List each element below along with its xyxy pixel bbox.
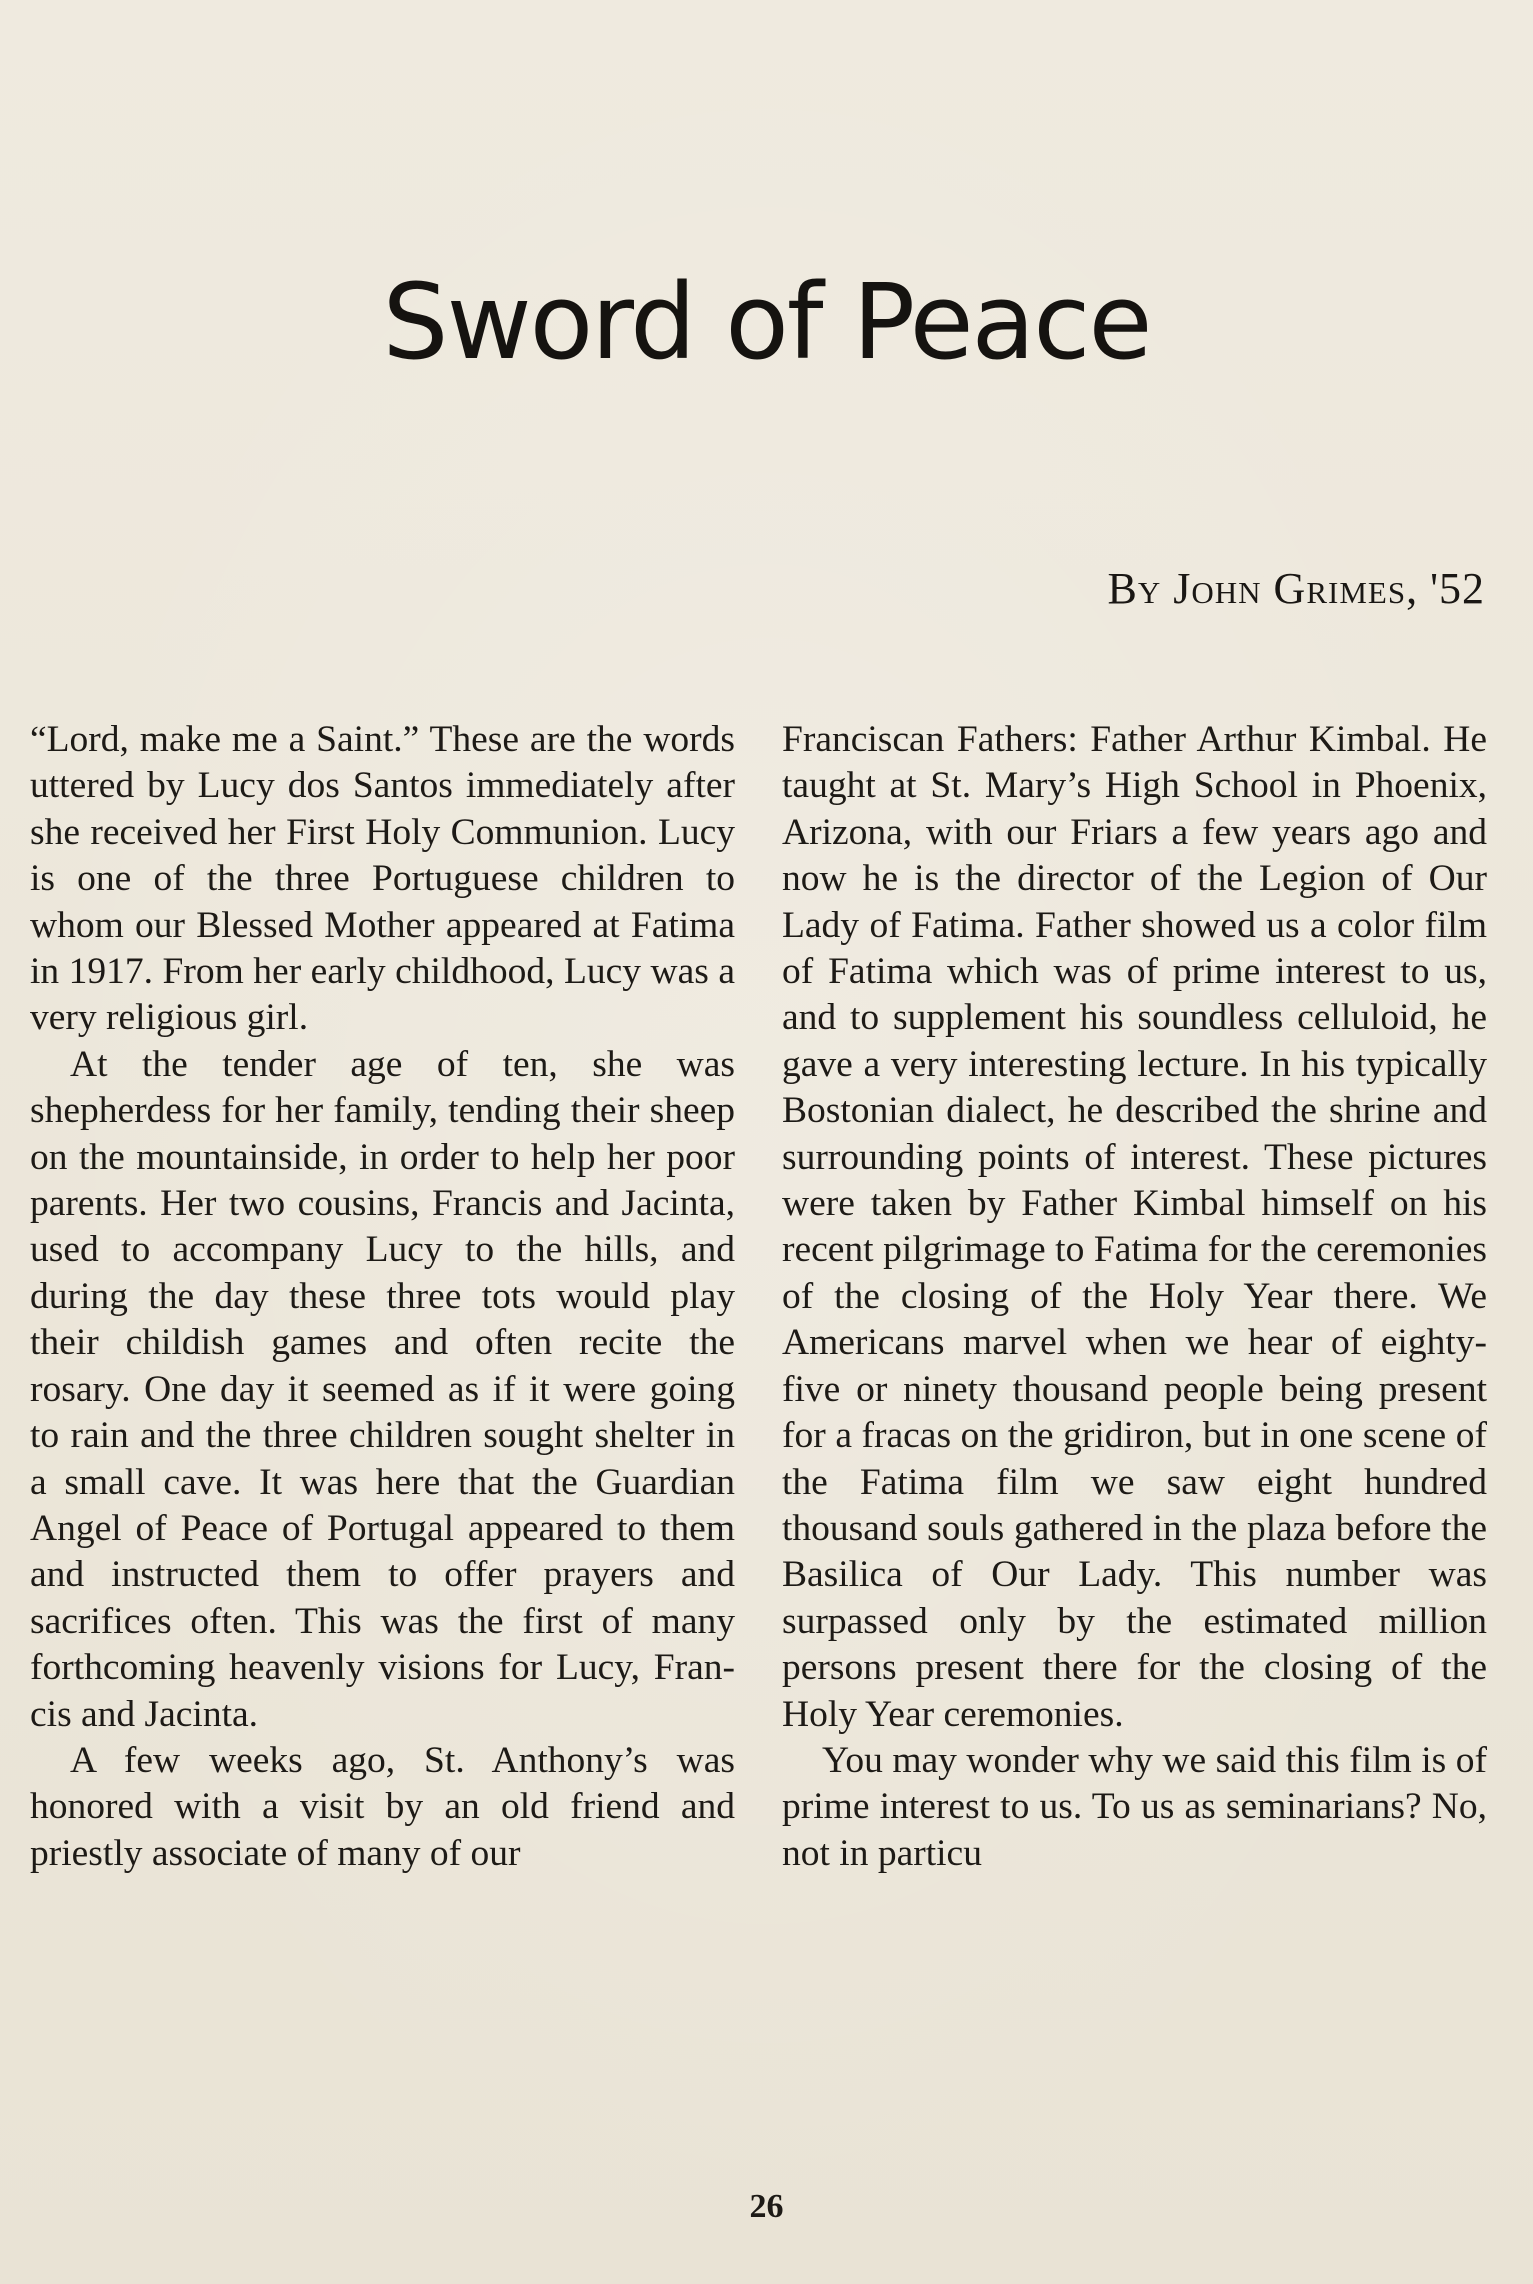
author-byline: By John Grimes, '52 — [1107, 564, 1485, 613]
right-column — [782, 717, 1487, 1877]
paragraph: At the tender age of ten, she was shepherdess for her family, tending their sheep on the mountainside, in order to help her poor parents. Her two cousins, Francis and Jacinta, used to accompany Lucy to the hills, and during the day these three tots would play their childish games and often recite the rosary. One day it seemed as if it were going to rain and the three children sought shelter in a small cave. It was here that the Guardian Angel of Peace of Portugal appeared to them and instructed them to offer prayers and sacrifices often. This was the first of many forthcoming heavenly visions for Lucy, Francis and Jacinta. — [30, 1043, 735, 1735]
article-title: Sword of Peace — [382, 261, 1151, 383]
paragraph: A few weeks ago, St. Anthony’s was honored with a visit by an old friend and priestly associate of many of our — [30, 1739, 735, 1874]
left-column — [30, 717, 735, 1877]
paragraph: You may wonder why we said this film is of prime interest to us. To us as seminarians? No, not in particu — [782, 1739, 1487, 1874]
paragraph: “Lord, make me a Saint.” These are the words uttered by Lucy dos Santos immediately after she received her First Holy Communion. Lucy is one of the three Portuguese children to whom our Blessed Mother appeared at Fatima in 1917. From her early childhood, Lucy was a very religious girl. — [30, 719, 735, 1039]
page-number: 26 — [749, 2188, 784, 2225]
paragraph: Franciscan Fathers: Father Arthur Kimbal. He taught at St. Mary’s High School in Phoenix, Arizona, with our Friars a few years ago and now he is the director of the Legion of Our Lady of Fatima. Father showed us a color film of Fatima which was of prime interest to us, and to supplement his soundless celluloid, he gave a very interesting lecture. In his typically Bostonian dialect, he described the shrine and surrounding points of interest. These pictures were taken by Father Kimbal himself on his recent pilgrimage to Fatima for the ceremonies of the closing of the Holy Year there. We Americans marvel when we hear of eighty-five or ninety thousand people being present for a fracas on the gridiron, but in one scene of the Fatima film we saw eight hundred thousand souls gathered in the plaza before the Basilica of Our Lady. This number was surpassed only by the estimated million persons present there for the closing of the Holy Year ceremonies. — [782, 719, 1487, 1735]
